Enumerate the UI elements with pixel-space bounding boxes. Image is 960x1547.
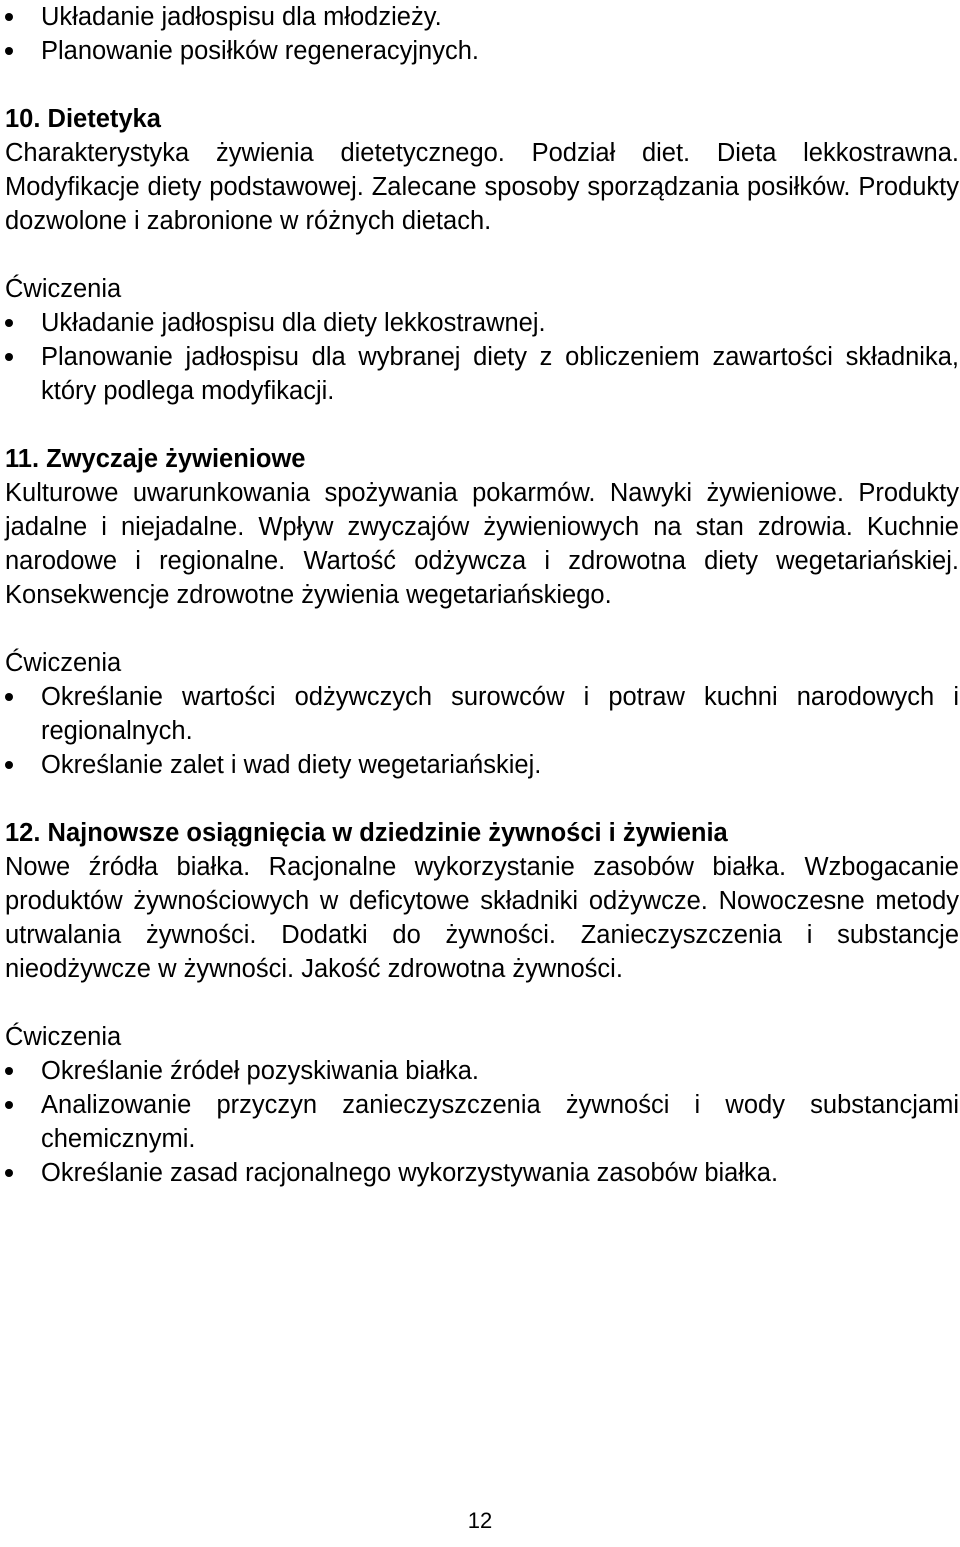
top-bullet-list [5,0,959,68]
spacer [5,612,959,646]
list-item [5,0,959,34]
exercises-label: Ćwiczenia [5,649,122,677]
section-latest-achievements [5,816,959,1190]
list-item-text: Określanie zalet i wad diety wegetariańskiej. [41,751,542,779]
bullet-icon [5,47,13,55]
exercises-list [5,1054,959,1190]
spacer [5,986,959,1020]
spacer [5,408,959,442]
list-item-text: Układanie jadłospisu dla młodzieży. [41,3,442,31]
list-item [5,1156,959,1190]
bullet-icon [5,1101,13,1109]
exercises-label: Ćwiczenia [5,275,122,303]
bullet-icon [5,1067,13,1075]
section-heading: 10. Dietetyka [5,105,161,133]
section-body: Kulturowe uwarunkowania spożywania pokarmów. Nawyki żywieniowe. Produkty jadalne i niejadalne. Wpływ zwyczajów żywieniowych na stan zdrowia. Kuchnie narodowe i regionalne. Wartość odżywcza i zdrowotna diety wegetariańskiej. Konsekwencje zdrowotne żywienia wegetariańskiego. [5,479,959,609]
section-heading: 12. Najnowsze osiągnięcia w dziedzinie żywności i żywienia [5,819,728,847]
spacer [5,238,959,272]
list-item-text: Układanie jadłospisu dla diety lekkostrawnej. [41,309,546,337]
list-item [5,680,959,748]
list-item-text: Określanie zasad racjonalnego wykorzystywania zasobów białka. [41,1159,779,1187]
list-item-text: Analizowanie przyczyn zanieczyszczenia żywności i wody substancjami chemicznymi. [41,1091,959,1153]
list-item [5,1088,959,1156]
section-eating-habits [5,442,959,782]
list-item [5,1054,959,1088]
list-item-text: Planowanie jadłospisu dla wybranej diety z obliczeniem zawartości składnika, który podlega modyfikacji. [41,343,959,405]
list-item-text: Określanie wartości odżywczych surowców i potraw kuchni narodowych i regionalnych. [41,683,959,745]
list-item-text: Planowanie posiłków regeneracyjnych. [41,37,479,65]
spacer [5,782,959,816]
list-item [5,306,959,340]
list-item [5,340,959,408]
exercises-label: Ćwiczenia [5,1023,122,1051]
bullet-icon [5,761,13,769]
list-item [5,34,959,68]
list-item-text: Określanie źródeł pozyskiwania białka. [41,1057,479,1085]
bullet-icon [5,1169,13,1177]
section-dietetics [5,102,959,408]
document-page [5,0,959,1190]
bullet-icon [5,13,13,21]
page-number: 12 [467,1508,493,1533]
bullet-icon [5,353,13,361]
section-heading: 11. Zwyczaje żywieniowe [5,445,306,473]
list-item [5,748,959,782]
bullet-icon [5,693,13,701]
section-body: Charakterystyka żywienia dietetycznego. Podział diet. Dieta lekkostrawna. Modyfikacje diety podstawowej. Zalecane sposoby sporządzania posiłków. Produkty dozwolone i zabronione w różnych dietach. [5,139,959,235]
exercises-list [5,306,959,408]
bullet-icon [5,319,13,327]
exercises-list [5,680,959,782]
spacer [5,68,959,102]
section-body: Nowe źródła białka. Racjonalne wykorzystanie zasobów białka. Wzbogacanie produktów żywnościowych w deficytowe składniki odżywcze. Nowoczesne metody utrwalania żywności. Dodatki do żywności. Zanieczyszczenia i substancje nieodżywcze w żywności. Jakość zdrowotna żywności. [5,853,959,983]
